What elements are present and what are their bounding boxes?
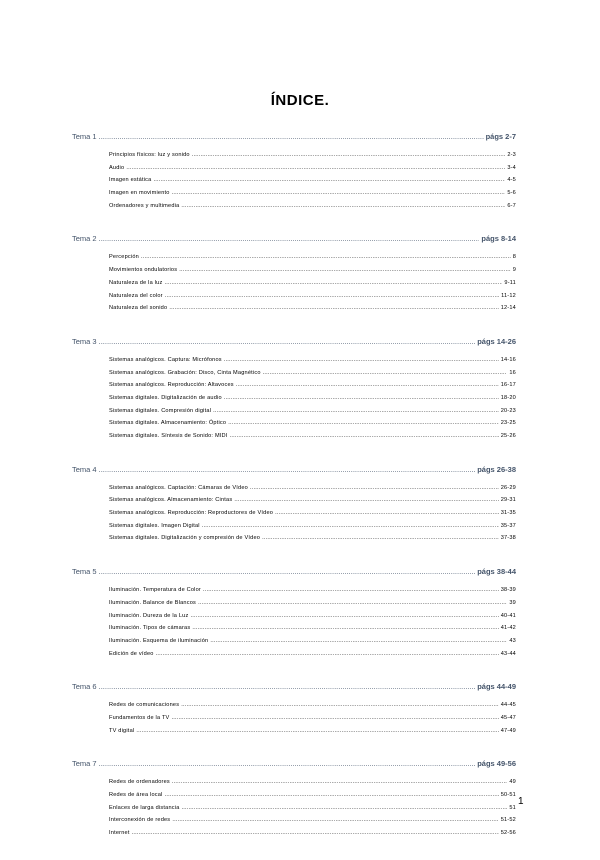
dot-leader: [236, 379, 499, 392]
dot-leader: [250, 482, 499, 495]
entry-pages: 6-7: [507, 202, 516, 209]
toc-entry: [109, 417, 516, 430]
toc-entry: [109, 200, 516, 213]
entry-label: Redes de ordenadores: [109, 779, 170, 786]
dot-leader: [234, 494, 498, 507]
dot-leader: [99, 232, 480, 245]
toc-entry: [109, 482, 516, 495]
dot-leader: [154, 174, 506, 187]
entry-label: Sistemas digitales. Compresión digital: [109, 407, 212, 414]
entry-label: Naturaleza del color: [109, 292, 163, 299]
toc-topic-heading: [72, 463, 516, 476]
dot-leader: [182, 802, 508, 815]
entry-label: Naturaleza de la luz: [109, 279, 163, 286]
entry-label: Edición de vídeo: [109, 650, 154, 657]
dot-leader: [136, 725, 498, 738]
toc-entry: [109, 251, 516, 264]
toc-entries: [109, 584, 516, 660]
topic-label: Tema 1: [72, 132, 97, 141]
dot-leader: [224, 354, 499, 367]
entry-pages: 20-23: [500, 407, 516, 414]
entry-label: Sistemas analógicos. Reproducción: Altavoces: [109, 382, 234, 389]
dot-leader: [99, 463, 476, 476]
dot-leader: [181, 200, 505, 213]
entry-label: Imagen en movimiento: [109, 190, 170, 197]
entry-pages: 44-45: [500, 702, 516, 709]
toc-entry: [109, 584, 516, 597]
entry-pages: 51: [509, 804, 516, 811]
topic-pages: págs 2-7: [485, 132, 516, 141]
topic-pages: págs 44-49: [477, 682, 516, 692]
entry-label: Movimientos ondulatorios: [109, 267, 178, 274]
entry-label: TV digital: [109, 727, 135, 734]
toc-section: [72, 463, 516, 545]
toc-section: [72, 680, 516, 737]
entry-label: Iluminación. Temperatura de Color: [109, 587, 201, 594]
toc-entry: [109, 725, 516, 738]
entry-label: Enlaces de larga distancia: [109, 804, 180, 811]
dot-leader: [156, 648, 499, 661]
toc-topic-heading: [72, 757, 516, 770]
dot-leader: [192, 622, 498, 635]
toc-topic-heading: [72, 335, 516, 348]
toc-entry: [109, 622, 516, 635]
toc-entry: [109, 610, 516, 623]
toc-section: [72, 130, 516, 212]
entry-pages: 29-31: [500, 497, 516, 504]
topic-pages: págs 26-38: [477, 464, 516, 474]
dot-leader: [99, 335, 476, 348]
entry-label: Iluminación. Tipos de cámaras: [109, 625, 191, 632]
toc-entry: [109, 354, 516, 367]
entry-label: Sistemas analógicos. Captación: Cámaras de Vídeo: [109, 484, 248, 491]
entry-label: Iluminación. Balance de Blancos: [109, 599, 197, 606]
table-of-contents: [72, 130, 516, 860]
entry-pages: 39: [509, 599, 516, 606]
toc-entry: [109, 277, 516, 290]
toc-entry: [109, 827, 516, 840]
entry-pages: 31-35: [500, 510, 516, 517]
entry-pages: 37-38: [500, 535, 516, 542]
entry-label: Sistemas analógicos. Captura: Micrófonos: [109, 356, 222, 363]
entry-label: Imagen estática: [109, 177, 152, 184]
toc-entry: [109, 635, 516, 648]
toc-entry: [109, 379, 516, 392]
entry-pages: 35-37: [500, 522, 516, 529]
page-number: 1: [518, 796, 524, 807]
toc-entry: [109, 290, 516, 303]
toc-entry: [109, 507, 516, 520]
topic-label: Tema 6: [72, 682, 97, 692]
dot-leader: [99, 130, 484, 143]
toc-entry: [109, 302, 516, 315]
dot-leader: [228, 417, 498, 430]
toc-section: [72, 565, 516, 660]
toc-entry: [109, 699, 516, 712]
toc-entry: [109, 149, 516, 162]
entry-label: Redes de comunicaciones: [109, 702, 180, 709]
dot-leader: [192, 149, 506, 162]
entry-pages: 43-44: [500, 650, 516, 657]
entry-label: Sistemas analógicos. Reproducción: Reproductores de Vídeo: [109, 510, 274, 517]
toc-entries: [109, 699, 516, 737]
toc-topic-heading: [72, 680, 516, 693]
toc-section: [72, 232, 516, 314]
entry-label: Naturaleza del sonido: [109, 305, 168, 312]
entry-pages: 5-6: [507, 190, 516, 197]
topic-pages: págs 8-14: [481, 234, 516, 244]
toc-entry: [109, 367, 516, 380]
entry-label: Fundamentos de la TV: [109, 714, 170, 721]
entry-label: Sistemas digitales. Digitalización y compresión de Vídeo: [109, 535, 261, 542]
dot-leader: [141, 251, 511, 264]
dot-leader: [191, 610, 499, 623]
dot-leader: [164, 277, 502, 290]
dot-leader: [172, 712, 499, 725]
dot-leader: [210, 635, 507, 648]
toc-entry: [109, 520, 516, 533]
dot-leader: [126, 162, 505, 175]
dot-leader: [198, 597, 507, 610]
topic-pages: págs 14-26: [477, 336, 516, 346]
entry-pages: 26-29: [500, 484, 516, 491]
topic-label: Tema 4: [72, 464, 97, 474]
entry-pages: 4-5: [507, 177, 516, 184]
entry-pages: 45-47: [500, 714, 516, 721]
toc-entries: [109, 149, 516, 212]
topic-label: Tema 7: [72, 759, 97, 769]
toc-topic-heading: [72, 130, 516, 143]
entry-label: Redes de área local: [109, 792, 163, 798]
dot-leader: [224, 392, 499, 405]
entry-pages: 16-17: [500, 382, 516, 389]
dot-leader: [99, 565, 476, 578]
toc-entry: [109, 264, 516, 277]
toc-topic-heading: [72, 232, 516, 245]
entry-pages: 23-25: [500, 420, 516, 427]
entry-pages: 11-12: [501, 292, 516, 299]
toc-entry: [109, 187, 516, 200]
toc-entry: [109, 174, 516, 187]
page-title: ÍNDICE.: [270, 92, 330, 109]
toc-entry: [109, 392, 516, 405]
entry-label: Sistemas digitales. Síntesis de Sonido: MIDI: [109, 433, 228, 439]
toc-entry: [109, 814, 516, 827]
entry-pages: 49: [509, 779, 516, 786]
dot-leader: [202, 520, 499, 533]
entry-pages: 3-4: [507, 164, 516, 171]
toc-section: [72, 757, 516, 839]
dot-leader: [230, 430, 499, 443]
topic-label: Tema 5: [72, 567, 97, 577]
entry-pages: 40-41: [500, 612, 516, 619]
dot-leader: [262, 532, 499, 545]
toc-entry: [109, 776, 516, 789]
toc-section: [72, 335, 516, 443]
dot-leader: [213, 405, 499, 418]
dot-leader: [172, 814, 498, 827]
entry-pages: 25-26: [500, 433, 516, 439]
toc-entry: [109, 430, 516, 443]
dot-leader: [99, 680, 476, 693]
entry-label: Sistemas digitales. Imagen Digital: [109, 522, 200, 529]
entry-pages: 52-56: [500, 830, 516, 837]
dot-leader: [203, 584, 499, 597]
entry-label: Audio: [109, 164, 125, 171]
dot-leader: [165, 290, 499, 303]
toc-entry: [109, 648, 516, 661]
toc-entries: [109, 354, 516, 443]
toc-entries: [109, 482, 516, 545]
entry-pages: 18-20: [500, 394, 516, 401]
topic-pages: págs 38-44: [477, 567, 516, 577]
entry-label: Sistemas digitales. Almacenamiento: Óptico: [109, 420, 227, 427]
entry-pages: 8: [512, 254, 516, 261]
entry-label: Interconexión de redes: [109, 817, 171, 824]
toc-topic-heading: [72, 565, 516, 578]
toc-entry: [109, 597, 516, 610]
toc-entry: [109, 789, 516, 802]
toc-entry: [109, 802, 516, 815]
toc-entry: [109, 494, 516, 507]
dot-leader: [179, 264, 510, 277]
entry-label: Sistemas analógicos. Grabación: Disco, Cinta Magnético: [109, 369, 261, 376]
dot-leader: [172, 187, 506, 200]
entry-label: Iluminación. Esquema de iluminación: [109, 637, 209, 644]
toc-entry: [109, 712, 516, 725]
entry-pages: 16: [509, 369, 516, 376]
entry-label: Ordenadores y multimedia: [109, 202, 180, 209]
entry-pages: 41-42: [500, 625, 516, 632]
entry-label: Percepción: [109, 254, 139, 261]
entry-pages: 38-39: [500, 587, 516, 594]
entry-label: Iluminación. Dureza de la Luz: [109, 612, 189, 619]
dot-leader: [263, 367, 508, 380]
entry-pages: 9: [512, 267, 516, 274]
entry-pages: 47-49: [500, 727, 516, 734]
toc-entry: [109, 162, 516, 175]
topic-label: Tema 3: [72, 336, 97, 346]
dot-leader: [275, 507, 499, 520]
entry-pages: 9-11: [504, 279, 516, 286]
entry-pages: 43: [509, 637, 516, 644]
toc-entries: [109, 776, 516, 839]
entry-pages: 50-51: [500, 792, 516, 798]
topic-pages: págs 49-56: [477, 759, 516, 769]
dot-leader: [172, 776, 507, 789]
topic-label: Tema 2: [72, 234, 97, 244]
entry-pages: 14-16: [500, 356, 516, 363]
toc-entries: [109, 251, 516, 314]
dot-leader: [132, 827, 499, 840]
dot-leader: [169, 302, 498, 315]
dot-leader: [165, 789, 499, 802]
entry-label: Internet: [109, 830, 130, 837]
entry-label: Sistemas analógicos. Almacenamiento: Cintas: [109, 497, 233, 504]
entry-pages: 2-3: [507, 152, 516, 158]
entry-label: Sistemas digitales. Digitalización de audio: [109, 394, 222, 401]
entry-pages: 12-14: [500, 305, 516, 312]
toc-entry: [109, 405, 516, 418]
dot-leader: [181, 699, 498, 712]
entry-label: Principios físicos: luz y sonido: [109, 152, 190, 158]
dot-leader: [99, 757, 476, 770]
toc-entry: [109, 532, 516, 545]
entry-pages: 51-52: [500, 817, 516, 824]
